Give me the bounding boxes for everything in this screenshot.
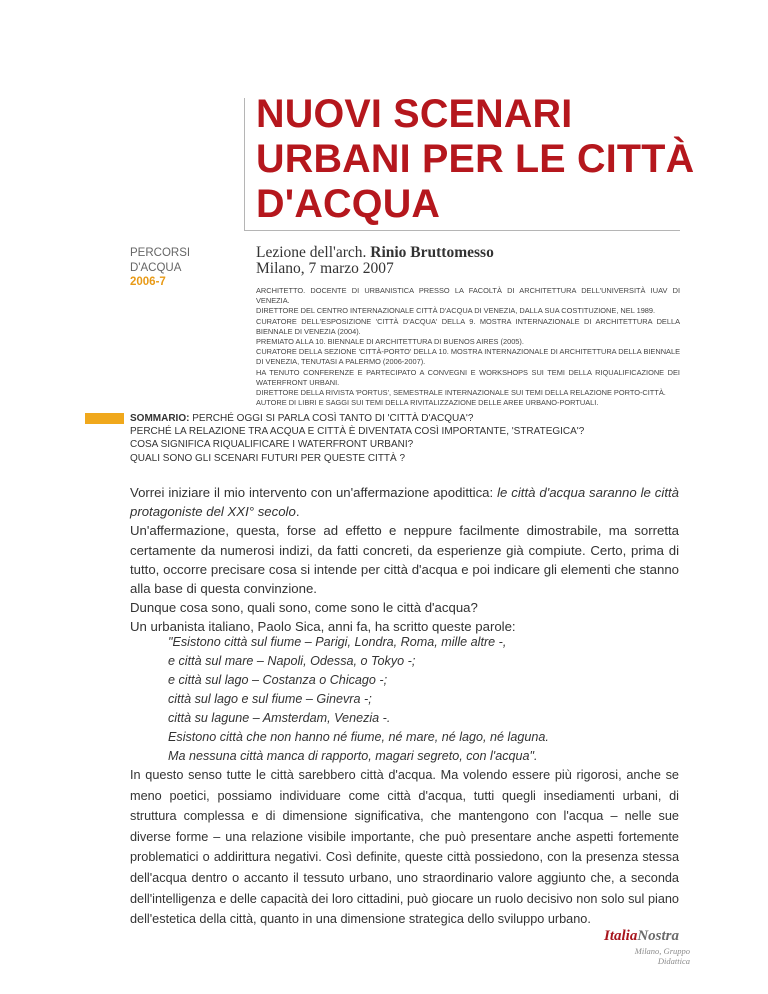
bio-line: HA TENUTO CONFERENZE E PARTECIPATO A CONVEGNI E WORKSHOPS SUI TEMI DELLA RIQUALIFICAZIONE DEI WATERFRONT URBANI. — [256, 367, 680, 387]
quote-line: città sul lago e sul fiume – Ginevra -; — [168, 692, 372, 706]
summary-question: PERCHÉ LA RELAZIONE TRA ACQUA E CITTÀ È DIVENTATA COSÌ IMPORTANTE, 'STRATEGICA'? — [130, 426, 585, 438]
logo-part-2: Nostra — [637, 928, 680, 944]
lecture-speaker: Rinio Bruttomesso — [370, 244, 494, 261]
body-paragraph: In questo senso tutte le città sarebbero città d'acqua. Ma volendo essere più rigorosi, anche se meno poetici, possiamo individuare come città d'acqua, tutti quegli insediamenti urbani, di struttura complessa e di dimensione significativa, che mantengono con l'acqua – nelle sue diverse forme – una relazione visibile importante, che può presentare anche aspetti fortemente problematici o addirittura negativi. Così definite, queste città possiedono, con la presenza stessa dell'acqua dentro o accanto il tessuto urbano, uno straordinario valore aggiunto che, a seconda dell'intelligenza e delle capacità dei loro cittadini, può giocare un ruolo decisivo non solo sul piano dell'estetica della città, quanto in una dimensione strategica dello sviluppo urbano. — [130, 768, 679, 927]
intro-text-start: Vorrei iniziare il mio intervento con un'affermazione apodittica: — [130, 485, 498, 500]
intro-thesis: le città d'acqua saranno le città protagoniste del XXI° secolo — [130, 485, 679, 520]
quote-line: e città sul lago – Costanza o Chicago -; — [168, 673, 388, 687]
bio-line: DIRETTORE DEL CENTRO INTERNAZIONALE CITTÀ D'ACQUA DI VENEZIA, DALLA SUA COSTITUZIONE, NEL 1989. — [256, 306, 656, 316]
page-title — [256, 92, 696, 227]
series-year: 2006-7 — [130, 276, 166, 288]
intro-text-end: . — [295, 504, 300, 520]
title-line: NUOVI SCENARI — [256, 92, 573, 136]
title-line: URBANI PER LE CITTÀ — [256, 137, 695, 181]
quote-line: "Esistono città sul fiume – Parigi, Londra, Roma, mille altre -, — [168, 635, 507, 649]
body-paragraph: Un urbanista italiano, Paolo Sica, anni fa, ha scritto queste parole: — [130, 619, 516, 635]
bio-line: DIRETTORE DELLA RIVISTA 'PORTUS', SEMESTRALE INTERNAZIONALE SUI TEMI DELLA RELAZIONE PORTO-CITTÀ. — [256, 388, 666, 398]
series-line-1: PERCORSI — [130, 247, 191, 259]
series-label — [130, 246, 190, 290]
bio-line: ARCHITETTO. DOCENTE DI URBANISTICA PRESSO LA FACOLTÀ DI ARCHITETTURA DELL'UNIVERSITÀ IUAV DI VENEZIA. — [256, 286, 680, 306]
title-vertical-rule — [244, 98, 245, 230]
quote-line: Esistono città che non hanno né fiume, né mare, né lago, né laguna. — [168, 730, 549, 744]
quote-line: città su lagune – Amsterdam, Venezia -. — [168, 711, 391, 725]
logo-part-1: Italia — [604, 928, 638, 944]
bio-line: PREMIATO ALLA 10. BIENNALE DI ARCHITETTURA DI BUENOS AIRES (2005). — [256, 337, 524, 347]
summary-first-line — [130, 412, 584, 425]
intro-paragraph — [130, 483, 679, 521]
summary-question: PERCHÉ OGGI SI PARLA COSÌ TANTO DI 'CITTÀ D'ACQUA'? — [189, 413, 474, 424]
bio-line: CURATORE DELL'ESPOSIZIONE 'CITTÀ D'ACQUA' DELLA 9. MOSTRA INTERNAZIONALE DI ARCHITETTURA DELLA BIENNALE DI VENEZIA (2004). — [256, 316, 680, 336]
body-paragraph: Un'affermazione, questa, forse ad effetto e neppure facilmente dimostrabile, ma sorretta certamente da numerosi indizi, da fatti concreti, da esperienze già compiute. Certo, prima di tutto, occorre precisare cosa si intende per città d'acqua e poi indicare gli elementi che stanno alla base di questa convinzione. — [130, 523, 679, 597]
summary-label: SOMMARIO: — [130, 413, 190, 424]
title-horizontal-rule — [244, 230, 680, 231]
lecture-date: Milano, 7 marzo 2007 — [256, 260, 394, 277]
lecture-prefix: Lezione dell'arch. — [256, 244, 371, 261]
series-line-2: D'ACQUA — [130, 261, 182, 274]
logo-subtitle: Milano, Gruppo Didattica — [634, 946, 690, 966]
intro-text — [130, 483, 679, 637]
bio-line: CURATORE DELLA SEZIONE 'CITTÀ-PORTO' DELLA 10. MOSTRA INTERNAZIONALE DI ARCHITETTURA DELLA BIENNALE DI VENEZIA, TENUTASI A PALERMO (2006-2007). — [256, 347, 680, 367]
bio-line: AUTORE DI LIBRI E SAGGI SUI TEMI DELLA RIVITALIZZAZIONE DELLE AREE URBANO-PORTUALI. — [256, 398, 599, 408]
body-paragraph: Dunque cosa sono, quali sono, come sono le città d'acqua? — [130, 600, 478, 616]
summary — [130, 412, 584, 465]
quotation — [168, 633, 549, 766]
italia-nostra-logo — [604, 928, 690, 966]
quote-line: e città sul mare – Napoli, Odessa, o Tokyo -; — [168, 654, 416, 668]
summary-marker — [85, 413, 124, 424]
logo-wordmark — [604, 928, 690, 944]
title-line: D'ACQUA — [256, 182, 441, 226]
speaker-bio — [256, 286, 680, 408]
summary-question: QUALI SONO GLI SCENARI FUTURI PER QUESTE CITTÀ ? — [130, 452, 406, 464]
summary-question: COSA SIGNIFICA RIQUALIFICARE I WATERFRONT URBANI? — [130, 439, 414, 451]
quote-line: Ma nessuna città manca di rapporto, magari segreto, con l'acqua". — [168, 749, 538, 763]
